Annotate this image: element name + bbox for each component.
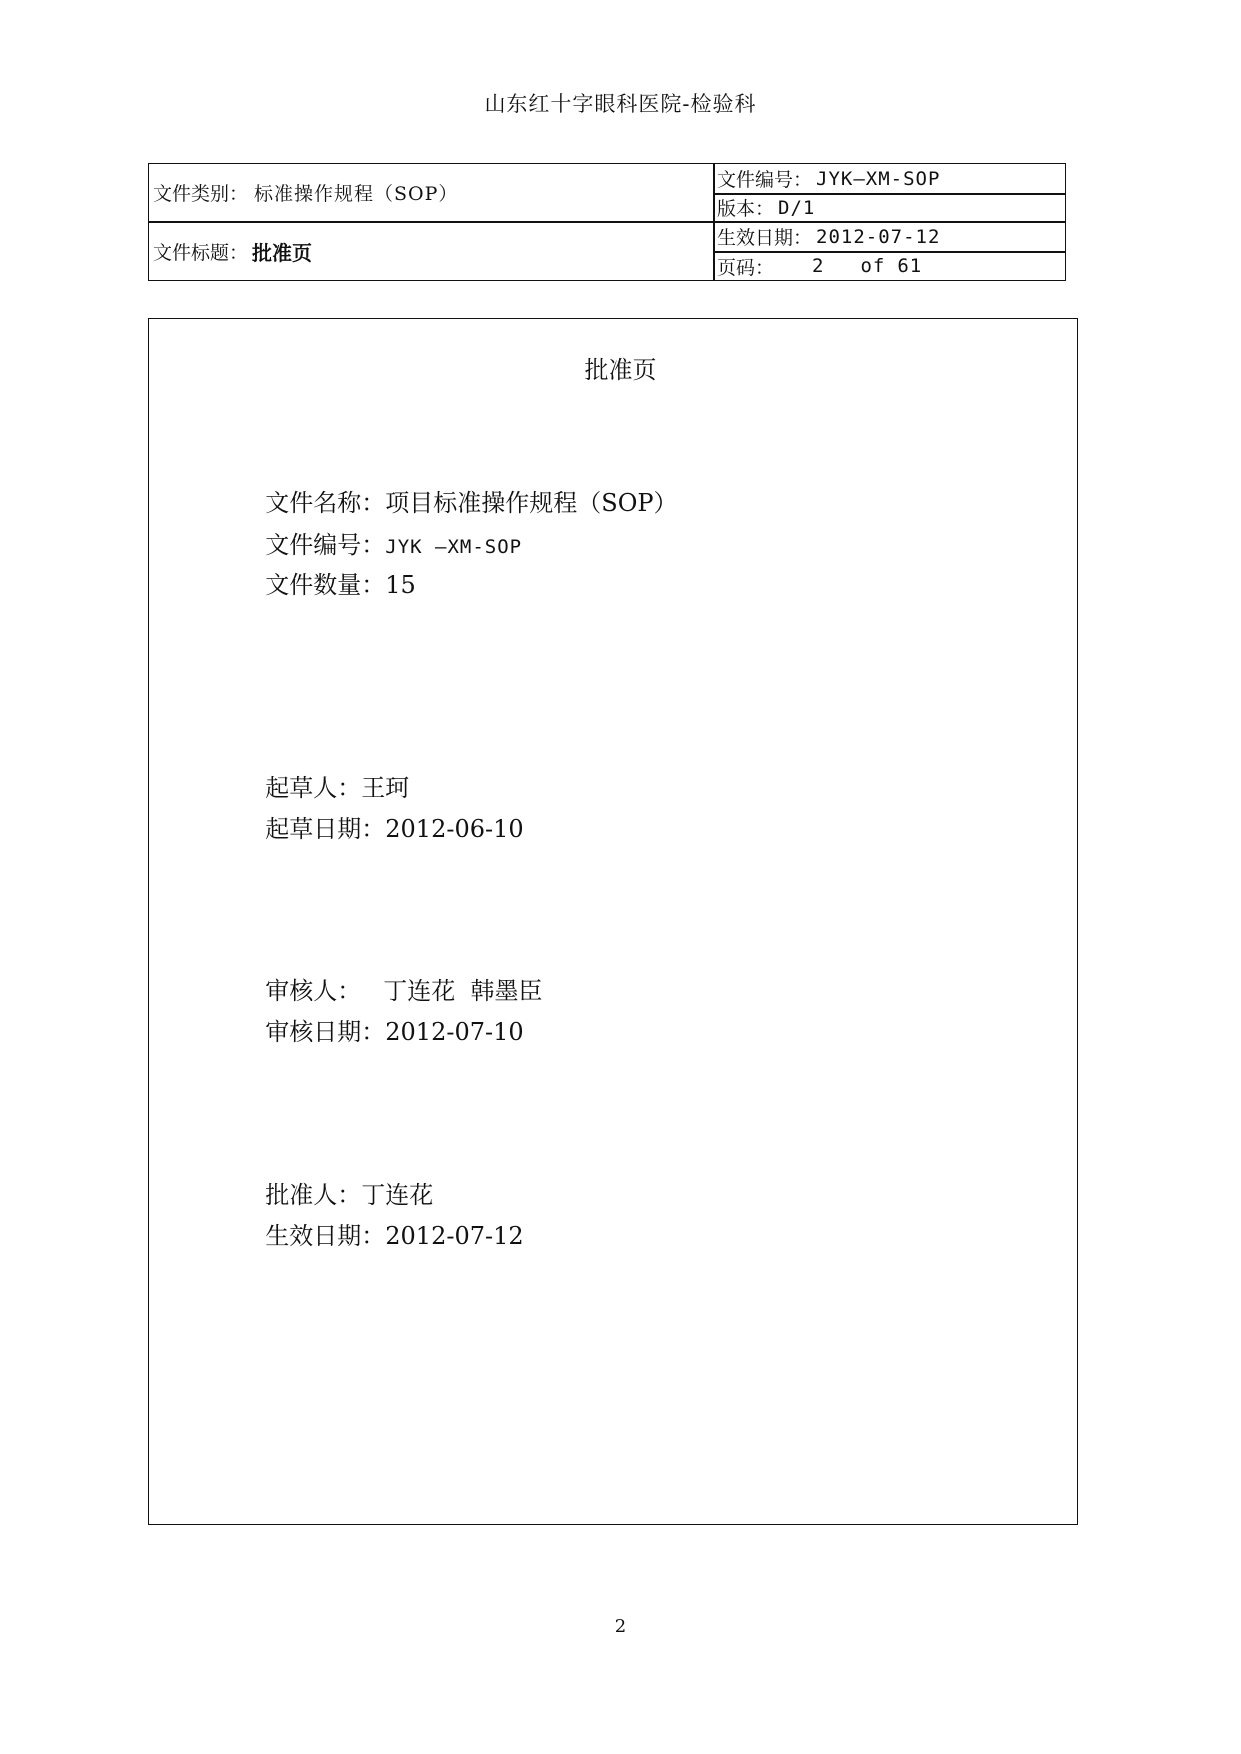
draft-date-value: 2012-06-10 <box>385 815 524 843</box>
effective-date-label: 生效日期： <box>265 1222 386 1250</box>
page-number: 2 <box>614 1616 627 1637</box>
version-value: D/1 <box>778 196 816 219</box>
page-total: 61 <box>897 255 923 277</box>
approval-heading: 批准页 <box>584 356 657 384</box>
doc-no-value: JYK—XM-SOP <box>816 167 941 190</box>
file-count-label: 文件数量： <box>265 571 386 599</box>
effective-date-cell <box>717 222 1065 251</box>
file-no-label: 文件编号： <box>265 531 386 559</box>
file-name-value: 项目标准操作规程（SOP） <box>385 489 678 517</box>
approver-label: 批准人： <box>265 1181 362 1209</box>
file-count-line <box>250 537 416 600</box>
page-of: of <box>860 255 886 277</box>
reviewer-label: 审核人： <box>265 977 362 1005</box>
page-cell <box>717 252 1065 280</box>
version-label: 版本： <box>717 198 775 220</box>
title-value: 批准页 <box>252 240 313 265</box>
title-cell <box>153 222 709 280</box>
category-label: 文件类别： <box>153 183 249 205</box>
review-date-value: 2012-07-10 <box>385 1018 524 1046</box>
effective-date-label: 生效日期： <box>717 227 813 249</box>
page-current: 2 <box>812 255 825 277</box>
draft-date-line <box>250 781 524 844</box>
hospital-name: 山东红十字眼科医院-检验科 <box>484 92 757 116</box>
approver-value: 丁连花 <box>361 1181 434 1209</box>
doc-no-cell <box>717 164 1065 193</box>
drafter-label: 起草人： <box>265 774 362 802</box>
effective-date-value: 2012-07-12 <box>385 1222 524 1250</box>
file-count-value: 15 <box>385 571 416 599</box>
draft-date-label: 起草日期： <box>265 815 386 843</box>
file-no-value: JYK –XM-SOP <box>385 536 523 558</box>
doc-no-label: 文件编号： <box>717 169 813 191</box>
review-date-line <box>250 984 524 1047</box>
document-header-table <box>148 163 1066 281</box>
reviewer-value: 丁连花 韩墨臣 <box>383 977 543 1005</box>
file-name-label: 文件名称： <box>265 489 386 517</box>
effective-date-line <box>250 1188 524 1251</box>
page-label: 页码： <box>717 256 775 279</box>
title-label: 文件标题： <box>153 241 249 264</box>
effective-date-value: 2012-07-12 <box>816 225 941 248</box>
drafter-value: 王珂 <box>361 774 410 802</box>
category-cell <box>153 164 709 221</box>
review-date-label: 审核日期： <box>265 1018 386 1046</box>
version-cell <box>717 194 1065 221</box>
category-value: 标准操作规程（SOP） <box>254 183 459 205</box>
